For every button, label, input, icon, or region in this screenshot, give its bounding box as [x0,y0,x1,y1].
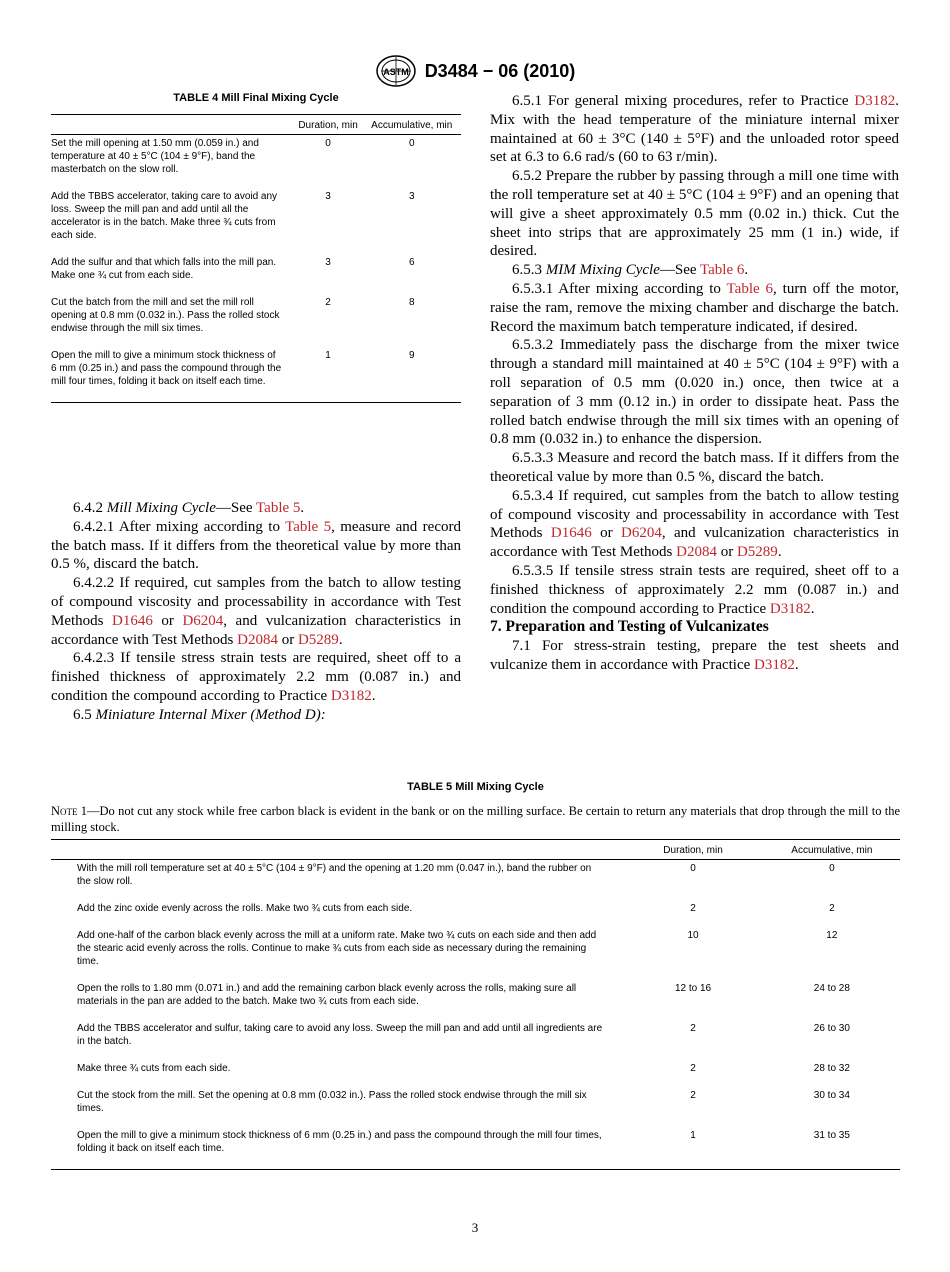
left-body-text [51,499,461,725]
paragraph-text: 6.4.2.1 After mixing according to [73,518,280,535]
d5289-link[interactable]: D5289 [736,544,778,561]
logo-text: ASTM [382,67,409,77]
table-row [51,135,461,191]
table4-header-row [51,115,461,135]
table5-cell-desc: Cut the stock from the mill. Set the opening at 0.8 mm (0.032 in.). Pass the rolled stock endwise through the mill six times. [77,1090,587,1114]
table4-cell-desc: Set the mill opening at 1.50 mm (0.059 in.) and temperature at 40 ± 5°C (104 ± 9°F), band the masterbatch on the slow roll. [51,138,259,175]
paragraph-6-5 [51,706,461,725]
table5-title: TABLE 5 Mill Mixing Cycle [407,781,544,793]
page-header [0,54,950,88]
table-row [51,296,461,349]
table5-cell-accum: 0 [829,863,835,874]
paragraph-6-4-2-2: 6.4.2.2 If required, cut samples from the batch to allow testing of compound viscosity and processability in accordance with Test Methods D1646 or D6204, and vulcanization characteristics in accordance with Test Methods D2084 or D5289. [51,575,462,648]
paragraph-6-5-1 [490,92,899,167]
table5-cell-accum: 2 [829,903,835,914]
section-title: MIM Mixing Cycle [545,262,660,279]
table5-cell-duration: 12 to 16 [674,983,712,994]
table4-cell-accum: 0 [408,138,415,149]
table5-cell-duration: 2 [690,1090,696,1101]
table5-cell-duration: 2 [690,1023,696,1034]
paragraph-6-4-2: 6.4.2 Mill Mixing Cycle—See Table 5. [73,500,305,516]
paragraph-6-5-3-3: 6.5.3.3 Measure and record the batch mass. If it differs from the theoretical value by more than 0.5 %, discard the batch. [490,450,899,485]
see-text: —See [215,500,253,516]
table5-cell-accum: 26 to 30 [813,1023,850,1034]
paragraph-text: 6.5.3.4 If required, cut samples from the batch to allow testing of compound viscosity and processability in accordance with Test Methods [490,487,899,542]
paragraph-6-5-3-4: 6.5.3.4 If required, cut samples from the batch to allow testing of compound viscosity and processability in accordance with Test Methods D1646 or D6204, and vulcanization characteristics in accordance with Test Methods D2084 or D5289. [490,487,900,561]
paragraph-text: . Mix with the head temperature of the miniature internal mixer maintained at 60 ± 3°C (140 ± 5°F) and the unloaded rotor speed set at 6.3 to 6.6 rad/s (60 to 63 r/min). [490,93,899,166]
table5-cell-accum: 30 to 34 [813,1090,850,1101]
section-number: 6.5 [73,706,92,723]
table5-header-duration: Duration, min [663,845,723,856]
table4-cell-desc: Add the sulfur and that which falls into the mill pan. Make one ¾ cut from each side. [51,257,277,281]
table5-header-row [51,840,900,860]
table4-cell-accum: 3 [408,191,415,202]
table5-cell-accum: 31 to 35 [813,1130,850,1141]
paragraph-6-5-3: 6.5.3 MIM Mixing Cycle—See Table 6. [512,262,749,279]
paragraph-text: 6.5.1 For general mixing procedures, refer to Practice [512,93,849,109]
table5-link[interactable]: Table 5 [285,518,332,535]
table4-title: TABLE 4 Mill Final Mixing Cycle [173,92,339,104]
d3182-link[interactable]: D3182 [754,656,795,673]
paragraph-6-5-3-5: 6.5.3.5 If tensile stress strain tests are required, sheet off to a finished thickness of approximately 2.2 mm (0.087 in.) and condition the compound according to Practice D3182. [490,562,899,617]
table6-link[interactable]: Table 6 [726,280,774,297]
table5-header-desc [51,840,622,860]
paragraph-text: or [600,525,613,542]
d5289-link[interactable]: D5289 [297,631,339,648]
section-title: Mill Mixing Cycle [106,500,216,516]
paragraph-text: , and vulcanization characteristics in accordance with Test Methods [490,525,900,561]
table4-cell-desc: Add the TBBS accelerator, taking care to avoid any loss. Sweep the mill pan and add until all the accelerator is in the batch. Make three ¾ cuts from each side. [51,191,278,241]
d1646-link[interactable]: D1646 [550,525,592,542]
paragraph-6-5-2: 6.5.2 Prepare the rubber by passing through a mill one time with the roll temperature set at 40 ± 5°C (104 ± 9°F) and an opening that will give a sheet approximately 0.5 mm (0.02 in.) thick. Cut the sheet into strips that are approximately 25 mm (1 in.) wide, if desired. [490,168,900,260]
table5-cell-duration: 2 [690,1063,696,1074]
paragraph-7-1: 7.1 For stress-strain testing, prepare the test sheets and vulcanize them in accordance with Practice D3182. [490,638,899,673]
table-row [51,902,900,929]
table-row [51,1129,900,1170]
table5-cell-accum: 24 to 28 [813,983,850,994]
d3182-link[interactable]: D3182 [854,93,896,109]
table5-cell-duration: 10 [687,930,699,941]
table-row [51,929,900,982]
left-column [51,92,461,403]
table5-cell-desc: Open the rolls to 1.80 mm (0.071 in.) and add the remaining carbon black evenly across the rolls, making sure all materials in the pan are added to the batch. Make two ¾ cuts from each side. [77,983,577,1007]
d2084-link[interactable]: D2084 [237,631,278,648]
paragraph-text: 6.5.3.5 If tensile stress strain tests are required, sheet off to a finished thickness of approximately 2.2 mm (0.087 in.) and condition the compound according to Practice [490,562,899,617]
table5 [51,839,900,1170]
paragraph-text: , and vulcanization characteristics in accordance with Test Methods [51,612,462,648]
table5-cell-desc: Add the TBBS accelerator and sulfur, taking care to avoid any loss. Sweep the mill pan and add until all ingredients are in the batch. [77,1023,603,1047]
table5-cell-desc: With the mill roll temperature set at 40 ± 5°C (104 ± 9°F) and the opening at 1.20 mm (0.047 in.), band the rubber on the slow roll. [77,863,592,887]
document-id: D3484 − 06 (2010) [424,60,576,81]
table-row [51,349,461,403]
table4-cell-accum: 9 [408,350,415,361]
note-text: —Do not cut any stock while free carbon black is evident in the bank or on the milling surface. Be certain to return any materials that drop through the mill to the milling stock. [51,804,900,834]
see-text: —See [659,262,697,279]
table-row [51,860,900,903]
table4-cell-duration: 3 [325,191,331,202]
d3182-link[interactable]: D3182 [330,687,372,704]
table4-header-accum: Accumulative, min [371,120,453,131]
table5-link[interactable]: Table 5 [256,500,301,516]
paragraph-text: , measure and record the batch mass. If it differs from the theoretical value by more than 0.5 %, discard the batch. [51,518,461,573]
table4-cell-duration: 2 [325,297,331,308]
table5-cell-desc: Add the zinc oxide evenly across the rolls. Make two ¾ cuts from each side. [77,903,413,914]
paragraph-text: 6.4.2.3 If tensile stress strain tests are required, sheet off to a finished thickness of approximately 2.2 mm (0.087 in.) and condition the compound according to Practice [51,650,461,704]
section-number: 6.4.2 [73,500,103,516]
table5-cell-duration: 0 [690,863,696,874]
table4-cell-desc: Open the mill to give a minimum stock thickness of 6 mm (0.25 in.) and pass the compound through the mill four times, folding it back on itself each time. [51,350,282,387]
note-label: Note 1 [51,804,88,818]
table5-note [51,803,900,835]
table4-cell-accum: 8 [408,297,415,308]
d6204-link[interactable]: D6204 [182,612,224,629]
table4-cell-desc: Cut the batch from the mill and set the mill roll opening at 0.8 mm (0.032 in.). Pass the rolled stock endwise through the mill six times. [51,297,280,334]
table4-cell-duration: 0 [325,138,331,149]
paragraph-text: , turn off the motor, raise the ram, remove the mixing chamber and discharge the batch. Record the maximum batch temperature indicated, if desired. [490,280,899,335]
table4-header-desc [51,115,294,135]
paragraph-6-4-2-3: 6.4.2.3 If tensile stress strain tests are required, sheet off to a finished thickness of approximately 2.2 mm (0.087 in.) and condition the compound according to Practice D3182. [51,650,461,704]
table-row [51,190,461,256]
paragraph-text: or [281,631,295,648]
table4-header-duration: Duration, min [298,120,358,131]
page-number: 3 [471,1220,479,1235]
table5-cell-duration: 2 [690,903,696,914]
paragraph-6-4-2-1 [51,518,461,574]
paragraph-6-5-3-1 [490,280,899,336]
astm-logo-icon [375,54,417,88]
paragraph-text: 6.5.3.1 After mixing according to [512,280,721,297]
paragraph-6-5-3-2: 6.5.3.2 Immediately pass the discharge from the mixer twice through a standard mill maintained at 40 ± 5°C (104 ± 9°F) with a roll separation of 0.5 mm (0.020 in.) once, then twice at a separation of 3 mm (0.12 in.) in order to dissipate heat. Pass the rolled batch endwise through the mill six times with an opening of 0.8 mm (0.032 in.) to enhance the dispersion. [490,337,899,448]
table-row [51,1089,900,1129]
paragraph-text: 6.4.2.2 If required, cut samples from the batch to allow testing of compound viscosity and processability in accordance with Test Methods [51,575,461,629]
table6-link[interactable]: Table 6 [700,262,745,279]
section-number: 6.5.3 [512,262,542,279]
table5-cell-desc: Add one-half of the carbon black evenly across the mill at a uniform rate. Make two ¾ cuts on each side and then add the stearic acid evenly across the rolls. Continue to make ¾ cuts from each side as necessary during the remaining time. [77,930,597,967]
section-7-heading: 7. Preparation and Testing of Vulcanizates [490,618,769,636]
d2084-link[interactable]: D2084 [676,544,717,561]
table-row [51,1022,900,1062]
table5-cell-desc: Open the mill to give a minimum stock thickness of 6 mm (0.25 in.) and pass the compound through the mill four times, folding it back on itself each time. [77,1130,602,1154]
table5-cell-duration: 1 [690,1130,696,1141]
table-row [51,256,461,296]
table5-cell-accum: 28 to 32 [813,1063,850,1074]
table4 [51,114,461,403]
table5-cell-desc: Make three ¾ cuts from each side. [77,1063,231,1074]
table4-cell-accum: 6 [408,257,415,268]
paragraph-text: 7.1 For stress-strain testing, prepare the test sheets and vulcanize them in accordance with Practice [490,638,899,673]
section-title: Miniature Internal Mixer (Method D): [95,706,326,723]
table-row [51,982,900,1022]
table5-section [51,781,900,1170]
d1646-link[interactable]: D1646 [112,612,153,629]
paragraph-text: or [720,544,734,561]
table5-header-accum: Accumulative, min [791,845,873,856]
table4-cell-duration: 1 [325,350,331,361]
paragraph-text: or [161,612,174,629]
right-column [490,92,899,675]
table-row [51,1062,900,1089]
d3182-link[interactable]: D3182 [769,600,811,617]
table4-cell-duration: 3 [325,257,331,268]
table5-cell-accum: 12 [826,930,838,941]
d6204-link[interactable]: D6204 [621,525,662,542]
